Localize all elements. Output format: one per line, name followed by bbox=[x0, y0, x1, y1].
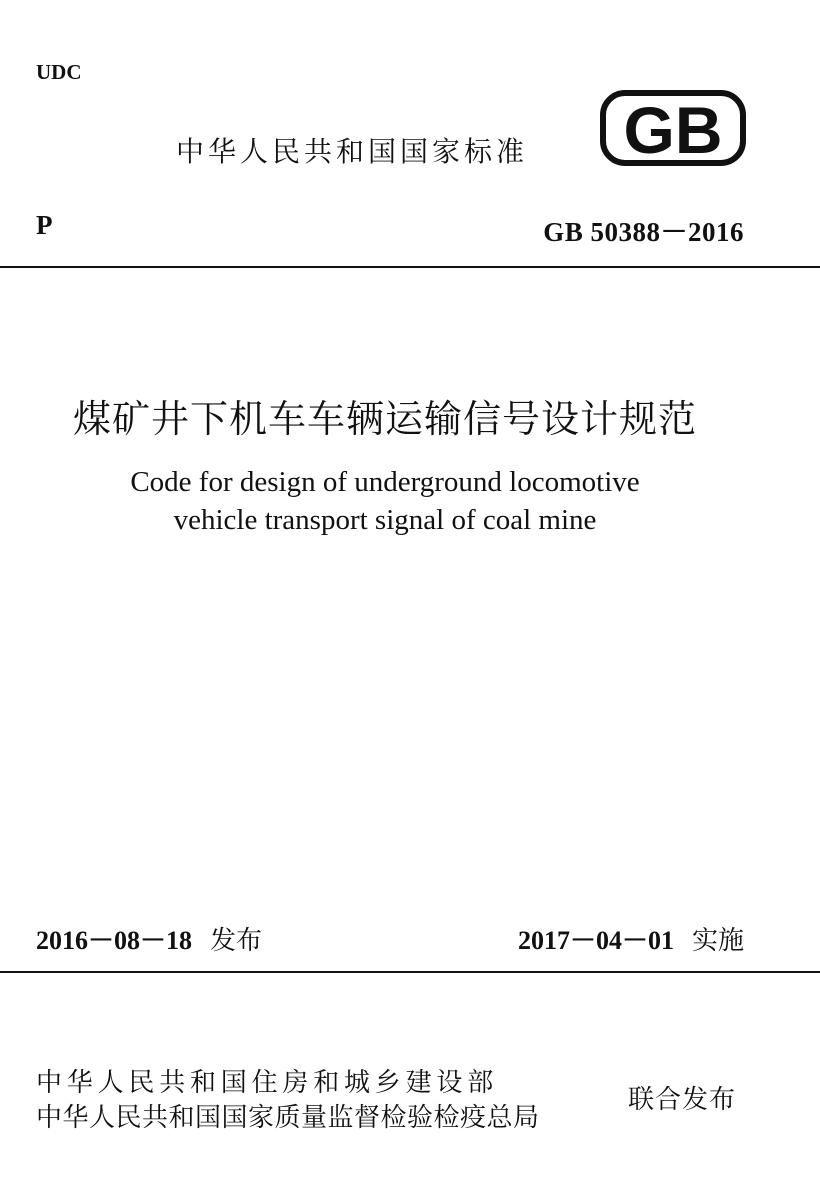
national-standard-label: 中华人民共和国国家标准 bbox=[176, 135, 529, 168]
udc-label: UDC bbox=[36, 60, 82, 84]
category-code: P bbox=[36, 210, 53, 240]
footer-divider bbox=[0, 971, 820, 973]
title-english-line-2: vehicle transport signal of coal mine bbox=[173, 504, 597, 536]
header-divider bbox=[0, 266, 820, 268]
implement-date-block bbox=[518, 920, 744, 957]
publisher-1: 中华人民共和国住房和城乡建设部 bbox=[36, 1068, 499, 1098]
title-chinese: 煤矿井下机车车辆运输信号设计规范 bbox=[72, 397, 697, 441]
implement-date: 2017－04－01 bbox=[517, 926, 674, 955]
issue-date: 2016－08－18 bbox=[36, 926, 193, 955]
issue-date-block bbox=[36, 920, 262, 957]
standard-number: GB 50388－2016 bbox=[543, 217, 744, 247]
implement-label: 实施 bbox=[691, 926, 744, 956]
svg-text:GB: GB bbox=[623, 93, 723, 166]
title-english-line-1: Code for design of underground locomotive bbox=[130, 466, 640, 498]
title-english bbox=[0, 463, 770, 539]
publisher-2: 中华人民共和国国家质量监督检验检疫总局 bbox=[36, 1103, 540, 1133]
issue-label: 发布 bbox=[210, 926, 263, 956]
joint-publish-label: 联合发布 bbox=[628, 1085, 737, 1115]
gb-logo bbox=[600, 90, 746, 166]
